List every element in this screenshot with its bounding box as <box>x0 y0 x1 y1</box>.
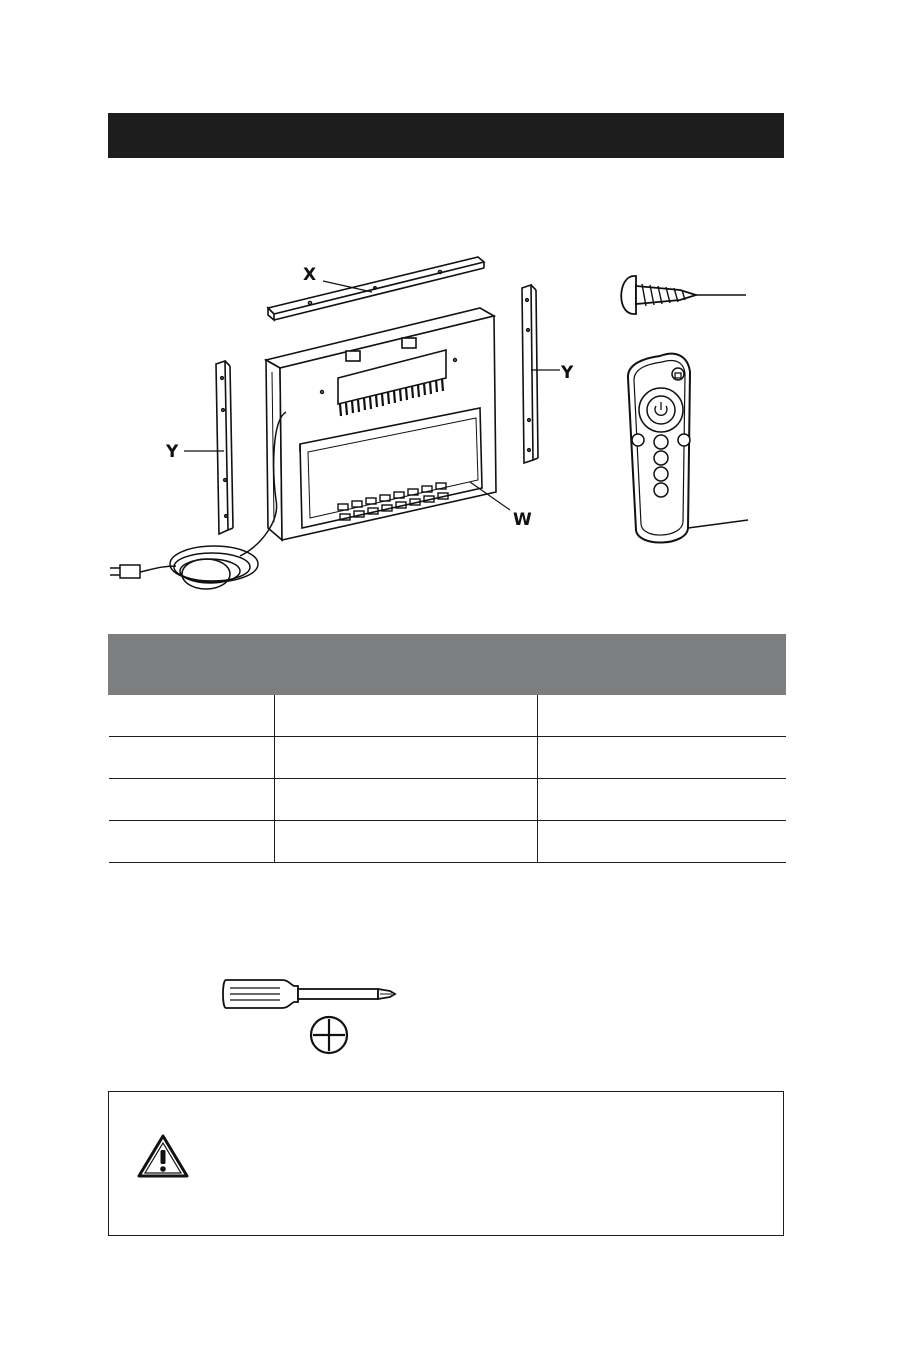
top-rail-x <box>268 257 484 320</box>
table-row <box>109 779 786 821</box>
callout-x: X <box>303 265 317 285</box>
remote-control-icon <box>618 352 758 552</box>
table-cell <box>275 695 538 737</box>
callout-y-right: Y <box>561 363 574 383</box>
callout-y-left: Y <box>166 442 179 462</box>
left-side-rail-y <box>216 361 233 534</box>
table-row <box>109 695 786 737</box>
table-cell <box>109 821 275 863</box>
screw-icon <box>610 270 750 320</box>
fireplace-insert-w <box>266 308 496 540</box>
warning-triangle-icon <box>135 1132 191 1180</box>
phillips-screwdriver-icon <box>220 974 400 1014</box>
table-cell <box>538 821 786 863</box>
parts-table-header <box>109 635 275 695</box>
fireplace-assembly-illustration <box>0 0 914 620</box>
table-cell <box>275 779 538 821</box>
table-row <box>109 737 786 779</box>
parts-table-header <box>275 635 538 695</box>
power-cord <box>110 412 286 589</box>
callout-w: W <box>513 510 532 530</box>
right-side-rail-y <box>522 285 538 463</box>
table-cell <box>109 779 275 821</box>
parts-table <box>108 634 786 863</box>
table-row <box>109 821 786 863</box>
table-cell <box>538 737 786 779</box>
table-cell <box>109 737 275 779</box>
warning-box <box>108 1091 784 1236</box>
table-cell <box>275 737 538 779</box>
table-cell <box>275 821 538 863</box>
parts-table-header <box>538 635 786 695</box>
table-cell <box>538 779 786 821</box>
phillips-head-symbol-icon <box>305 1011 353 1059</box>
table-cell <box>109 695 275 737</box>
parts-table-header-row <box>109 635 786 695</box>
table-cell <box>538 695 786 737</box>
